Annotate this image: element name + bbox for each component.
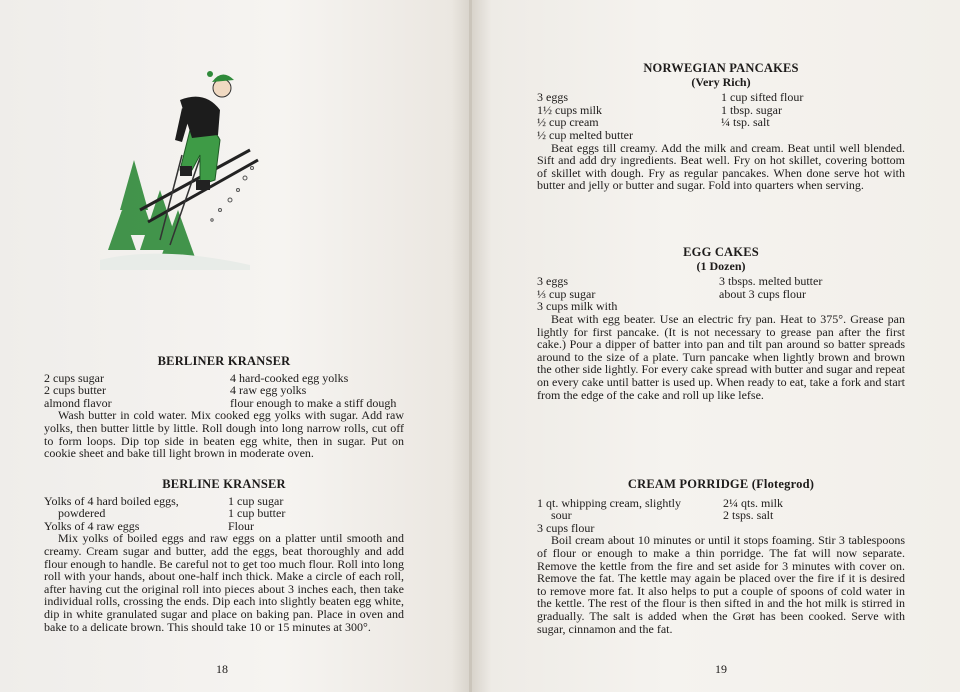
recipe-subtitle: (Very Rich) — [691, 74, 751, 89]
berliner-kranser-recipe — [44, 355, 404, 460]
ingredient: sour — [551, 508, 572, 523]
recipe-title: BERLINE KRANSER — [162, 477, 286, 491]
ingredient: 1 cup sifted flour — [721, 90, 804, 105]
ingredient-list — [537, 275, 905, 313]
ingredient: 2¼ qts. milk — [723, 495, 784, 510]
ingredient: 4 hard-cooked egg yolks — [230, 370, 349, 385]
recipe-title: BERLINER KRANSER — [157, 354, 291, 368]
egg-cakes-recipe — [537, 246, 905, 401]
ingredient: 2 tsps. salt — [723, 508, 774, 523]
ingredient: ½ cup melted butter — [537, 127, 633, 142]
ingredient: 3 cups milk with — [537, 299, 618, 314]
ingredient: 3 eggs — [537, 274, 568, 289]
ingredient: 1½ cups milk — [537, 102, 602, 117]
right-page — [472, 0, 960, 692]
norwegian-pancakes-recipe — [537, 62, 905, 192]
ingredient: flour enough to make a stiff dough — [230, 395, 397, 410]
ingredient-list — [44, 372, 404, 410]
left-page — [0, 0, 470, 692]
ingredient: 1 qt. whipping cream, slightly — [537, 495, 681, 510]
ingredient: 3 tbsps. melted butter — [719, 274, 823, 289]
ingredient: 4 raw egg yolks — [230, 383, 307, 398]
page-number: 18 — [216, 662, 228, 676]
ingredient: 1 cup sugar — [228, 493, 284, 508]
recipe-title: NORWEGIAN PANCAKES — [643, 61, 799, 75]
ingredient: ½ cup cream — [537, 115, 599, 130]
ingredient: Flour — [228, 518, 255, 533]
ingredient: 3 cups flour — [537, 520, 595, 535]
ingredient-list — [44, 495, 404, 533]
recipe-title: EGG CAKES — [683, 245, 759, 259]
ingredient: ⅓ cup sugar — [537, 286, 596, 301]
recipe-method: Mix yolks of boiled eggs and raw eggs on a platter until smooth and creamy. Cream sugar and butter, add the eggs, beat thoroughly and add flour enough to handle. Be careful not to get too much flour. Roll into long roll with your hands, about one-half inch thick. Make a circle of each roll, after having cut the original roll into pieces about 3 inches each, then take individual rolls, crossing the ends. Dip each into slightly beaten egg white, dip in white granulated sugar and place on baking pan. Place in oven and bake to a delicate brown. This should take 10 or 15 minutes at 300°. — [44, 531, 404, 634]
cream-porridge-recipe — [537, 478, 905, 635]
ingredient: ¼ tsp. salt — [721, 115, 770, 130]
recipe-method: Beat with egg beater. Use an electric fry pan. Heat to 375°. Grease pan lightly for first pancake. (It is not necessary to grease pan after the first cake.) Pour a dipper of batter into pan and tilt pan around so batter spreads around to the size of a plate. Turn pancake when lightly brown and brown the other side lightly. For every cake spread with butter and sugar and repeat on every cake until batter is used up. When ready to eat, take a fork and start from the edge of the cake and roll up like lefse. — [537, 311, 905, 402]
ingredient: almond flavor — [44, 395, 112, 410]
page-number: 19 — [715, 662, 727, 676]
recipe-method: Beat eggs till creamy. Add the milk and cream. Beat until well blended. Sift and add dry ingredients. Beat well. Fry on hot skillet, covering bottom of skillet with dough. Fry as regular pancakes. When done serve hot with butter and jelly or butter and sugar. Fold into quarters when serving. — [537, 140, 905, 193]
recipe-method: Boil cream about 10 minutes or until it stops foaming. Stir 3 tablespoons of flour or enough to make a thin porridge. The fat will now separate. Remove the kettle from the fire and set aside for 3 minutes with cover on. Remove the fat. The kettle may again be placed over the fire if it is desired to remove more fat. It also helps to put a couple of spoons of cold water in the kettle. The rest of the flour is then sifted in and the hot milk is stirred in gradually. The salt is added when the Grøt has been cooked. Serve with sugar, cinnamon and the fat. — [537, 533, 905, 636]
ingredient: powdered — [58, 506, 106, 521]
ingredient: about 3 cups flour — [719, 286, 806, 301]
recipe-title: CREAM PORRIDGE (Flotegrod) — [627, 477, 815, 491]
skier-illustration — [100, 60, 260, 270]
recipe-method: Wash butter in cold water. Mix cooked egg yolks with sugar. Add raw yolks, then butter little by little. Roll dough into long narrow rolls, cut off to form loops. Dip top side in beaten egg white, then in sugar. Put on cookie sheet and bake till light brown in moderate oven. — [44, 408, 404, 461]
ingredient: 3 eggs — [537, 90, 568, 105]
ingredient: 1 cup butter — [228, 506, 286, 521]
ingredient: 2 cups sugar — [44, 370, 104, 385]
ingredient-list — [537, 497, 905, 535]
ingredient: Yolks of 4 hard boiled eggs, — [44, 493, 179, 508]
ingredient: Yolks of 4 raw eggs — [44, 518, 140, 533]
ingredient: 2 cups butter — [44, 383, 106, 398]
recipe-subtitle: (1 Dozen) — [696, 258, 746, 273]
ingredient: 1 tbsp. sugar — [721, 102, 782, 117]
berline-kranser-recipe — [44, 478, 404, 633]
ingredient-list — [537, 91, 905, 141]
